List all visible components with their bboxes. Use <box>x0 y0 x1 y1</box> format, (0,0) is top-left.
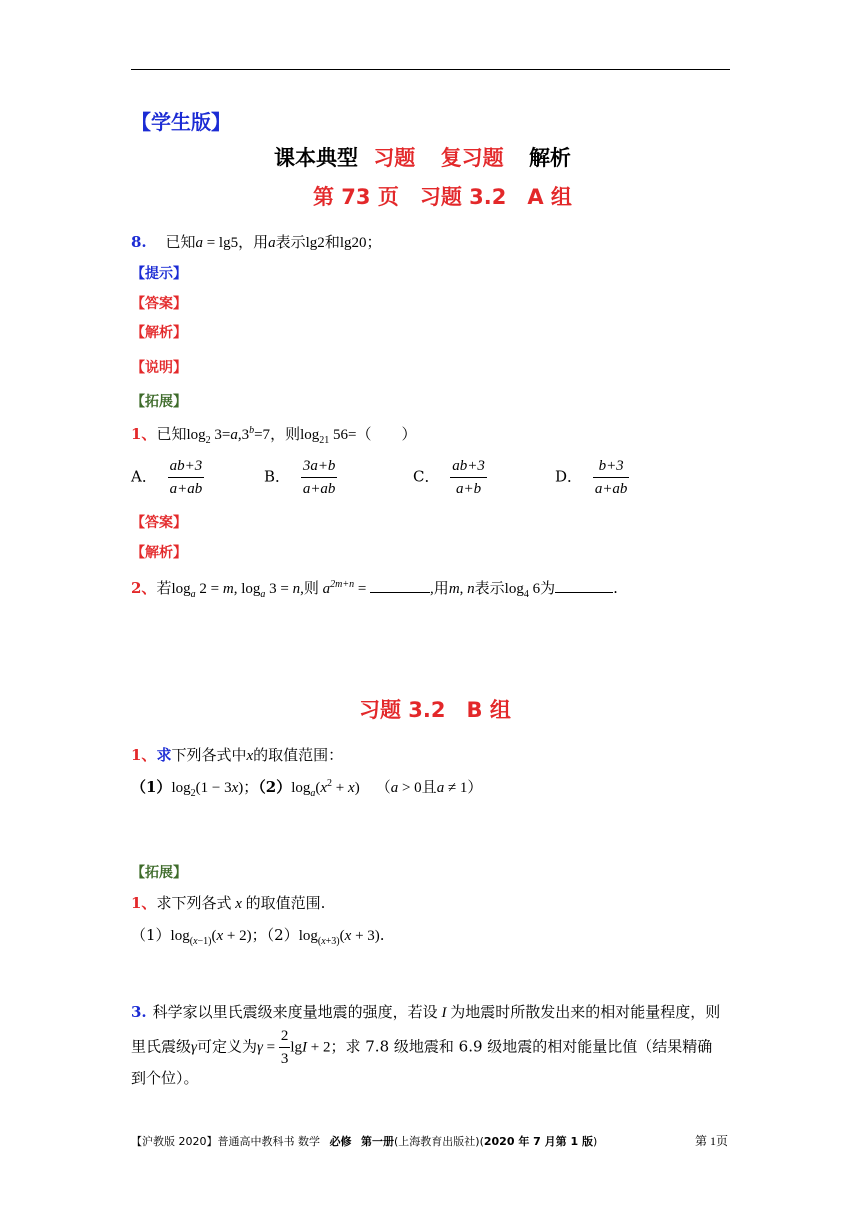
b-ext1-part2-label: （2） <box>266 926 299 944</box>
footer-left <box>131 1133 597 1149</box>
question-8: 8. 已知a = lg5，用a表示lg2和lg20； <box>131 233 382 251</box>
b-ext1-part1-label: （1） <box>131 926 171 944</box>
ext1-number: 1、 <box>131 425 157 443</box>
option-a-fraction <box>168 457 205 498</box>
ext1-text: 已知 <box>156 425 187 443</box>
option-a-den: a+ab <box>169 481 203 497</box>
b-q1-text: 下列各式中 <box>171 746 247 764</box>
b-extend-tag: 【拓展】 <box>131 865 187 881</box>
option-b-den: a+ab <box>302 481 336 497</box>
option-b-fraction <box>301 457 338 498</box>
ext2-text-then: 则 <box>303 579 319 597</box>
q8-text: 已知 <box>165 233 196 251</box>
b-q1-cond-and: 且 <box>421 778 437 796</box>
q8-text-and: 和 <box>324 233 340 251</box>
page-number: 第 1页 <box>695 1134 729 1148</box>
option-c-num: ab+3 <box>450 457 487 478</box>
footer-left-f: ) <box>592 1135 598 1148</box>
b-q3-line1a: 科学家以里氏震级来度量地震的强度，若设 <box>152 1003 438 1021</box>
b-q3-fraction: $\frac{2}{3}$ <box>280 1028 289 1067</box>
option-a-num: ab+3 <box>168 457 205 478</box>
option-b[interactable] <box>264 457 337 498</box>
footer-left-b: 必修 <box>329 1135 352 1148</box>
b-question-3-line2: 里氏震级γ可定义为γ = $\frac{2}{3}$ lgI + 2；求 7.8 级地震和 6.9 级地震的相对能量比值（结果精确 <box>131 1028 713 1067</box>
b-ext1-text2: 的取值范围. <box>245 894 326 912</box>
q8-math-2: a <box>268 235 276 251</box>
b-q3-line2c: ；求 7.8 级地震和 6.9 级地震的相对能量比值（结果精确 <box>330 1037 713 1056</box>
b-ext1-sep: ； <box>251 926 267 944</box>
b-ext1-number: 1、 <box>131 894 157 912</box>
ext2-text-if: 若 <box>156 579 172 597</box>
option-d-label: D． <box>555 467 583 486</box>
page-title <box>274 142 571 172</box>
title-part2: 习题 <box>373 146 416 170</box>
footer-left-a: 【沪教版 2020】普通高中教科书 数学 <box>131 1135 320 1148</box>
option-c-fraction <box>450 457 487 498</box>
ext1-paren: （ ） <box>356 425 417 443</box>
option-a[interactable] <box>131 457 204 498</box>
b-question-1: 1、求下列各式中x的取值范围： <box>131 746 344 764</box>
b-q1-text2: 的取值范围： <box>253 746 344 764</box>
b-q1-part2-label: （2） <box>258 778 292 796</box>
extension-2: 2、若$\log_a 2 = m$, $\log_a 3 = n$,则 $a^{2m+n}$ = ,用m, n表示$\log_4 6$为 . <box>131 579 618 600</box>
b-ext1-text: 求下列各式 <box>156 894 232 912</box>
b-ext1-end: . <box>379 926 385 944</box>
answer-tag: 【答案】 <box>131 296 187 312</box>
hint-tag: 【提示】 <box>131 266 187 282</box>
extend-tag: 【拓展】 <box>131 394 187 410</box>
b-q3-line2b: 可定义为 <box>196 1037 257 1056</box>
b-q1-number: 1、 <box>131 746 157 764</box>
title-part3: 复习题 <box>440 146 504 170</box>
header-rule <box>131 69 730 70</box>
title-part4: 解析 <box>528 146 571 170</box>
ext2-text-as: 为 <box>540 579 556 597</box>
extension-1: 1、已知$\log_2 3=a,3^b=7$，则$\log_{21} 56=$（ ） <box>131 425 417 446</box>
q8-text-use: ，用 <box>238 233 269 251</box>
ext2-number: 2、 <box>131 579 157 597</box>
section-b-title-text: 习题 3.2 B 组 <box>359 698 511 722</box>
footer-left-d: (上海教育出版社)( <box>394 1135 484 1148</box>
ext2-text-use: 用 <box>433 579 449 597</box>
option-c-den: a+b <box>456 481 482 497</box>
blank-1[interactable] <box>370 578 430 593</box>
footer-left-e: 2020 年 7 月第 1 版 <box>483 1135 593 1148</box>
b-extension-1-parts: $(1)\log_{(x-1)}(x + 2)$；$(2)\log_{(x+3)}(x + 3)$. <box>131 926 385 947</box>
b-q3-line1b: 为地震时所散发出来的相对能量程度，则 <box>450 1003 721 1021</box>
ext2-text-rep: 表示 <box>474 579 505 597</box>
explain-tag: 【说明】 <box>131 360 187 376</box>
b-q3-line2a: 里氏震级 <box>131 1037 192 1056</box>
ext1-text-then: ，则 <box>270 425 301 443</box>
q8-math-1: a <box>195 235 203 251</box>
q8-text-rep: 表示 <box>275 233 306 251</box>
option-d[interactable] <box>555 457 629 498</box>
option-d-den: a+ab <box>594 481 628 497</box>
b-q1-sep: ； <box>243 778 259 796</box>
b-q3-number: 3. <box>131 1003 147 1021</box>
b-q1-part1-label: （1） <box>131 778 172 796</box>
page-subtitle: 第 73 页 习题 3.2 A 组 <box>313 185 572 209</box>
option-a-label: A． <box>131 467 157 486</box>
option-c-label: C． <box>413 467 440 486</box>
analysis-tag-2: 【解析】 <box>131 545 187 561</box>
footer-left-c: 第一册 <box>361 1135 394 1148</box>
q8-text-end: ； <box>366 233 382 251</box>
b-q1-bold-word: 求 <box>156 746 172 764</box>
b-question-1-parts: $(1)\log_2(1 - 3x)$；$(2)\log_a(x^2 + x) (a > 0$且a ≠ 1） <box>131 778 483 799</box>
blank-2[interactable] <box>555 578 613 593</box>
option-b-label: B． <box>264 467 291 486</box>
ext2-text-end: . <box>613 579 618 597</box>
analysis-tag: 【解析】 <box>131 325 187 341</box>
b-question-3-line1: 3. 科学家以里氏震级来度量地震的强度，若设 I 为地震时所散发出来的相对能量程度，则 <box>131 1003 721 1021</box>
option-b-num: 3a+b <box>301 457 338 478</box>
title-part1: 课本典型 <box>274 146 358 170</box>
option-d-num: b+3 <box>593 457 630 478</box>
b-extension-1: 1、求下列各式 x 的取值范围. <box>131 894 326 912</box>
question-number: 8. <box>131 233 147 251</box>
section-b-title <box>359 694 511 724</box>
b-question-3-line3: 到个位）。 <box>131 1069 199 1087</box>
edition-tag: 【学生版】 <box>131 110 231 134</box>
answer-tag-2: 【答案】 <box>131 515 187 531</box>
option-c[interactable] <box>413 457 487 498</box>
option-d-fraction <box>593 457 630 498</box>
